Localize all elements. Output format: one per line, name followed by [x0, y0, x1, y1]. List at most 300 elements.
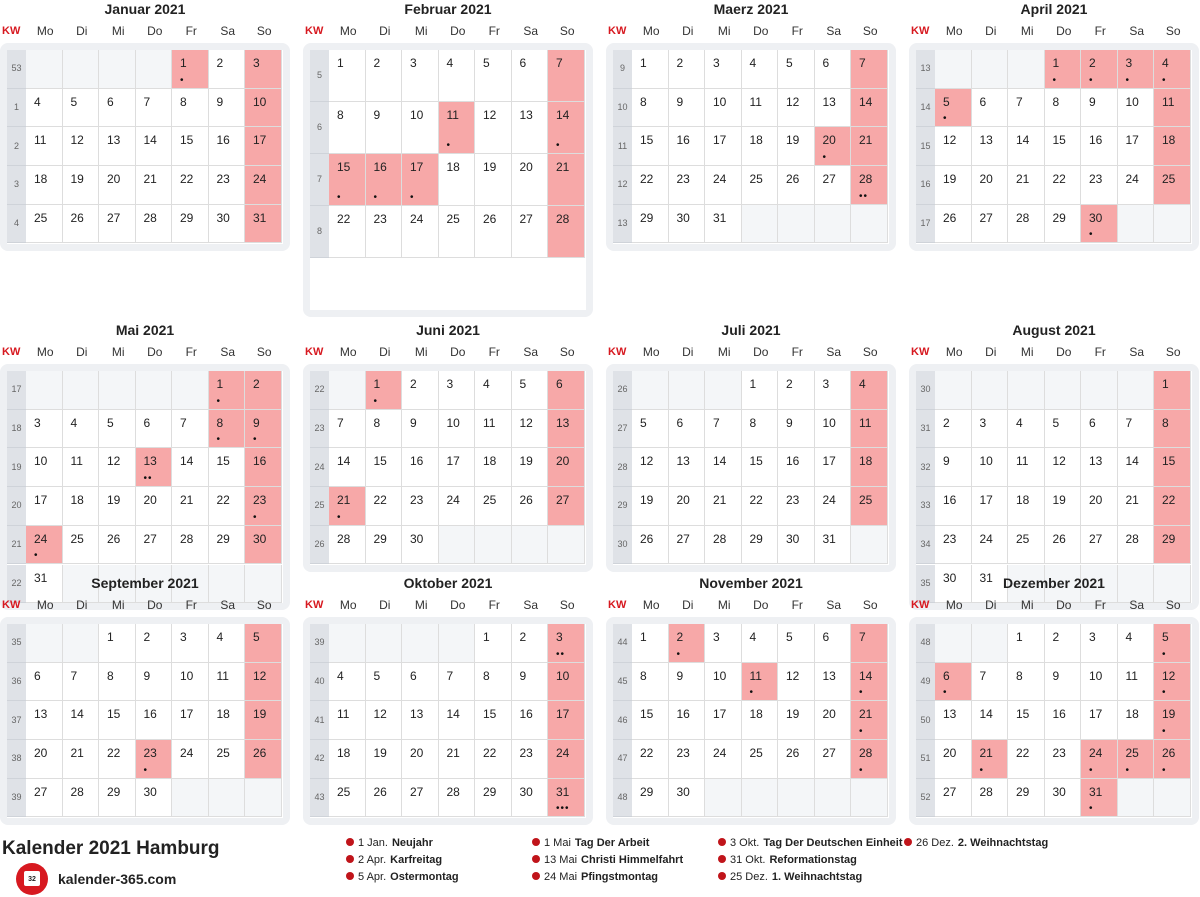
day-cell[interactable] — [632, 526, 669, 565]
day-cell[interactable] — [1008, 166, 1045, 205]
day-cell[interactable] — [669, 89, 706, 128]
day-cell[interactable] — [99, 410, 136, 449]
day-cell[interactable] — [99, 166, 136, 205]
day-cell[interactable] — [136, 127, 173, 166]
day-cell[interactable] — [366, 740, 403, 779]
day-cell[interactable] — [1154, 526, 1191, 565]
day-cell[interactable] — [1081, 89, 1118, 128]
day-cell[interactable] — [632, 410, 669, 449]
day-cell[interactable] — [366, 206, 403, 258]
day-cell[interactable] — [209, 740, 246, 779]
day-cell[interactable] — [512, 154, 549, 206]
day-cell[interactable] — [1081, 205, 1118, 244]
day-cell[interactable] — [26, 487, 63, 526]
day-cell[interactable] — [778, 50, 815, 89]
day-cell[interactable] — [136, 89, 173, 128]
day-cell[interactable] — [935, 448, 972, 487]
day-cell[interactable] — [1045, 205, 1082, 244]
day-cell[interactable] — [209, 487, 246, 526]
day-cell[interactable] — [1081, 701, 1118, 740]
day-cell[interactable] — [99, 487, 136, 526]
day-cell[interactable] — [705, 89, 742, 128]
day-cell[interactable] — [1045, 50, 1082, 89]
day-cell[interactable] — [632, 448, 669, 487]
day-cell[interactable] — [669, 624, 706, 663]
day-cell[interactable] — [99, 127, 136, 166]
day-cell[interactable] — [851, 740, 888, 779]
day-cell[interactable] — [209, 624, 246, 663]
day-cell[interactable] — [778, 487, 815, 526]
day-cell[interactable] — [245, 740, 282, 779]
day-cell[interactable] — [209, 205, 246, 244]
day-cell[interactable] — [632, 779, 669, 818]
day-cell[interactable] — [705, 487, 742, 526]
day-cell[interactable] — [366, 526, 403, 565]
day-cell[interactable] — [329, 448, 366, 487]
day-cell[interactable] — [1045, 487, 1082, 526]
day-cell[interactable] — [742, 127, 779, 166]
day-cell[interactable] — [172, 89, 209, 128]
day-cell[interactable] — [669, 410, 706, 449]
day-cell[interactable] — [1045, 779, 1082, 818]
day-cell[interactable] — [1118, 410, 1155, 449]
day-cell[interactable] — [548, 663, 585, 702]
day-cell[interactable] — [935, 779, 972, 818]
day-cell[interactable] — [1118, 624, 1155, 663]
day-cell[interactable] — [1118, 166, 1155, 205]
day-cell[interactable] — [742, 448, 779, 487]
day-cell[interactable] — [172, 740, 209, 779]
day-cell[interactable] — [26, 740, 63, 779]
day-cell[interactable] — [669, 663, 706, 702]
day-cell[interactable] — [1008, 89, 1045, 128]
day-cell[interactable] — [935, 526, 972, 565]
day-cell[interactable] — [1008, 779, 1045, 818]
day-cell[interactable] — [402, 663, 439, 702]
day-cell[interactable] — [972, 740, 1009, 779]
day-cell[interactable] — [548, 410, 585, 449]
day-cell[interactable] — [136, 410, 173, 449]
day-cell[interactable] — [475, 154, 512, 206]
day-cell[interactable] — [815, 89, 852, 128]
day-cell[interactable] — [26, 410, 63, 449]
day-cell[interactable] — [402, 50, 439, 102]
day-cell[interactable] — [136, 166, 173, 205]
day-cell[interactable] — [475, 410, 512, 449]
day-cell[interactable] — [705, 410, 742, 449]
day-cell[interactable] — [245, 701, 282, 740]
day-cell[interactable] — [99, 701, 136, 740]
day-cell[interactable] — [245, 526, 282, 565]
day-cell[interactable] — [172, 50, 209, 89]
day-cell[interactable] — [1081, 526, 1118, 565]
day-cell[interactable] — [366, 102, 403, 154]
day-cell[interactable] — [439, 410, 476, 449]
day-cell[interactable] — [136, 779, 173, 818]
day-cell[interactable] — [63, 740, 100, 779]
day-cell[interactable] — [512, 50, 549, 102]
day-cell[interactable] — [972, 127, 1009, 166]
day-cell[interactable] — [1045, 127, 1082, 166]
day-cell[interactable] — [1118, 127, 1155, 166]
day-cell[interactable] — [705, 50, 742, 89]
day-cell[interactable] — [99, 663, 136, 702]
day-cell[interactable] — [742, 487, 779, 526]
day-cell[interactable] — [548, 701, 585, 740]
day-cell[interactable] — [778, 663, 815, 702]
day-cell[interactable] — [475, 50, 512, 102]
day-cell[interactable] — [705, 624, 742, 663]
day-cell[interactable] — [1154, 410, 1191, 449]
day-cell[interactable] — [512, 624, 549, 663]
day-cell[interactable] — [63, 487, 100, 526]
day-cell[interactable] — [63, 127, 100, 166]
day-cell[interactable] — [439, 740, 476, 779]
day-cell[interactable] — [475, 624, 512, 663]
day-cell[interactable] — [26, 663, 63, 702]
day-cell[interactable] — [475, 663, 512, 702]
day-cell[interactable] — [851, 127, 888, 166]
day-cell[interactable] — [851, 663, 888, 702]
day-cell[interactable] — [99, 624, 136, 663]
day-cell[interactable] — [329, 663, 366, 702]
day-cell[interactable] — [972, 487, 1009, 526]
day-cell[interactable] — [815, 740, 852, 779]
day-cell[interactable] — [815, 487, 852, 526]
day-cell[interactable] — [209, 663, 246, 702]
day-cell[interactable] — [366, 487, 403, 526]
day-cell[interactable] — [366, 663, 403, 702]
day-cell[interactable] — [548, 206, 585, 258]
day-cell[interactable] — [548, 779, 585, 818]
day-cell[interactable] — [136, 448, 173, 487]
day-cell[interactable] — [851, 487, 888, 526]
day-cell[interactable] — [439, 50, 476, 102]
day-cell[interactable] — [245, 663, 282, 702]
day-cell[interactable] — [972, 166, 1009, 205]
day-cell[interactable] — [402, 779, 439, 818]
day-cell[interactable] — [1008, 624, 1045, 663]
day-cell[interactable] — [705, 166, 742, 205]
day-cell[interactable] — [512, 371, 549, 410]
day-cell[interactable] — [1118, 487, 1155, 526]
day-cell[interactable] — [402, 701, 439, 740]
day-cell[interactable] — [1154, 663, 1191, 702]
day-cell[interactable] — [1008, 448, 1045, 487]
day-cell[interactable] — [1008, 526, 1045, 565]
day-cell[interactable] — [1008, 127, 1045, 166]
day-cell[interactable] — [402, 410, 439, 449]
day-cell[interactable] — [742, 50, 779, 89]
day-cell[interactable] — [245, 448, 282, 487]
day-cell[interactable] — [402, 206, 439, 258]
day-cell[interactable] — [209, 166, 246, 205]
day-cell[interactable] — [972, 448, 1009, 487]
day-cell[interactable] — [548, 624, 585, 663]
day-cell[interactable] — [548, 371, 585, 410]
day-cell[interactable] — [245, 127, 282, 166]
day-cell[interactable] — [1154, 701, 1191, 740]
day-cell[interactable] — [1154, 624, 1191, 663]
day-cell[interactable] — [1081, 410, 1118, 449]
day-cell[interactable] — [851, 624, 888, 663]
day-cell[interactable] — [1045, 701, 1082, 740]
day-cell[interactable] — [669, 779, 706, 818]
day-cell[interactable] — [209, 448, 246, 487]
day-cell[interactable] — [329, 779, 366, 818]
day-cell[interactable] — [632, 205, 669, 244]
day-cell[interactable] — [742, 740, 779, 779]
day-cell[interactable] — [245, 50, 282, 89]
day-cell[interactable] — [136, 624, 173, 663]
day-cell[interactable] — [136, 487, 173, 526]
day-cell[interactable] — [632, 740, 669, 779]
day-cell[interactable] — [99, 89, 136, 128]
day-cell[interactable] — [778, 448, 815, 487]
day-cell[interactable] — [512, 663, 549, 702]
day-cell[interactable] — [1154, 127, 1191, 166]
day-cell[interactable] — [512, 740, 549, 779]
day-cell[interactable] — [402, 487, 439, 526]
day-cell[interactable] — [366, 154, 403, 206]
day-cell[interactable] — [669, 487, 706, 526]
day-cell[interactable] — [172, 701, 209, 740]
day-cell[interactable] — [1045, 89, 1082, 128]
day-cell[interactable] — [439, 779, 476, 818]
day-cell[interactable] — [402, 526, 439, 565]
day-cell[interactable] — [778, 624, 815, 663]
day-cell[interactable] — [245, 624, 282, 663]
day-cell[interactable] — [26, 205, 63, 244]
day-cell[interactable] — [815, 624, 852, 663]
day-cell[interactable] — [851, 50, 888, 89]
day-cell[interactable] — [512, 701, 549, 740]
day-cell[interactable] — [778, 371, 815, 410]
day-cell[interactable] — [63, 166, 100, 205]
day-cell[interactable] — [548, 487, 585, 526]
day-cell[interactable] — [1045, 624, 1082, 663]
day-cell[interactable] — [1081, 663, 1118, 702]
day-cell[interactable] — [1118, 701, 1155, 740]
day-cell[interactable] — [209, 50, 246, 89]
day-cell[interactable] — [742, 526, 779, 565]
day-cell[interactable] — [512, 102, 549, 154]
day-cell[interactable] — [99, 205, 136, 244]
day-cell[interactable] — [742, 624, 779, 663]
day-cell[interactable] — [475, 487, 512, 526]
day-cell[interactable] — [935, 166, 972, 205]
day-cell[interactable] — [439, 154, 476, 206]
day-cell[interactable] — [475, 206, 512, 258]
day-cell[interactable] — [1008, 663, 1045, 702]
day-cell[interactable] — [632, 127, 669, 166]
day-cell[interactable] — [548, 448, 585, 487]
day-cell[interactable] — [402, 740, 439, 779]
day-cell[interactable] — [402, 154, 439, 206]
day-cell[interactable] — [669, 701, 706, 740]
day-cell[interactable] — [26, 448, 63, 487]
day-cell[interactable] — [366, 410, 403, 449]
day-cell[interactable] — [475, 102, 512, 154]
day-cell[interactable] — [705, 448, 742, 487]
day-cell[interactable] — [632, 89, 669, 128]
day-cell[interactable] — [972, 89, 1009, 128]
day-cell[interactable] — [63, 701, 100, 740]
day-cell[interactable] — [245, 89, 282, 128]
day-cell[interactable] — [136, 526, 173, 565]
day-cell[interactable] — [366, 779, 403, 818]
day-cell[interactable] — [972, 526, 1009, 565]
day-cell[interactable] — [1045, 526, 1082, 565]
day-cell[interactable] — [1045, 448, 1082, 487]
day-cell[interactable] — [778, 410, 815, 449]
day-cell[interactable] — [439, 206, 476, 258]
day-cell[interactable] — [1045, 166, 1082, 205]
day-cell[interactable] — [136, 205, 173, 244]
day-cell[interactable] — [1118, 663, 1155, 702]
day-cell[interactable] — [475, 701, 512, 740]
day-cell[interactable] — [1045, 740, 1082, 779]
day-cell[interactable] — [972, 779, 1009, 818]
day-cell[interactable] — [632, 624, 669, 663]
day-cell[interactable] — [172, 127, 209, 166]
day-cell[interactable] — [1045, 663, 1082, 702]
day-cell[interactable] — [172, 410, 209, 449]
day-cell[interactable] — [778, 701, 815, 740]
day-cell[interactable] — [935, 663, 972, 702]
day-cell[interactable] — [475, 448, 512, 487]
day-cell[interactable] — [1008, 740, 1045, 779]
day-cell[interactable] — [1118, 50, 1155, 89]
day-cell[interactable] — [1154, 89, 1191, 128]
day-cell[interactable] — [632, 50, 669, 89]
day-cell[interactable] — [669, 526, 706, 565]
day-cell[interactable] — [742, 410, 779, 449]
day-cell[interactable] — [172, 487, 209, 526]
day-cell[interactable] — [1008, 410, 1045, 449]
day-cell[interactable] — [329, 102, 366, 154]
day-cell[interactable] — [439, 371, 476, 410]
day-cell[interactable] — [172, 166, 209, 205]
day-cell[interactable] — [475, 740, 512, 779]
day-cell[interactable] — [172, 526, 209, 565]
day-cell[interactable] — [851, 166, 888, 205]
day-cell[interactable] — [329, 740, 366, 779]
day-cell[interactable] — [329, 487, 366, 526]
day-cell[interactable] — [172, 205, 209, 244]
day-cell[interactable] — [1081, 50, 1118, 89]
day-cell[interactable] — [63, 89, 100, 128]
day-cell[interactable] — [63, 779, 100, 818]
day-cell[interactable] — [63, 448, 100, 487]
day-cell[interactable] — [512, 410, 549, 449]
day-cell[interactable] — [972, 663, 1009, 702]
day-cell[interactable] — [245, 166, 282, 205]
day-cell[interactable] — [1008, 487, 1045, 526]
day-cell[interactable] — [329, 701, 366, 740]
day-cell[interactable] — [851, 701, 888, 740]
day-cell[interactable] — [669, 166, 706, 205]
day-cell[interactable] — [935, 89, 972, 128]
day-cell[interactable] — [851, 371, 888, 410]
day-cell[interactable] — [815, 50, 852, 89]
day-cell[interactable] — [632, 487, 669, 526]
day-cell[interactable] — [1081, 779, 1118, 818]
day-cell[interactable] — [1118, 740, 1155, 779]
day-cell[interactable] — [815, 701, 852, 740]
day-cell[interactable] — [366, 701, 403, 740]
day-cell[interactable] — [1081, 487, 1118, 526]
day-cell[interactable] — [329, 526, 366, 565]
day-cell[interactable] — [402, 448, 439, 487]
day-cell[interactable] — [851, 89, 888, 128]
day-cell[interactable] — [99, 448, 136, 487]
day-cell[interactable] — [209, 526, 246, 565]
day-cell[interactable] — [815, 371, 852, 410]
day-cell[interactable] — [705, 663, 742, 702]
day-cell[interactable] — [209, 89, 246, 128]
day-cell[interactable] — [815, 410, 852, 449]
day-cell[interactable] — [1008, 701, 1045, 740]
day-cell[interactable] — [1008, 205, 1045, 244]
day-cell[interactable] — [1081, 740, 1118, 779]
day-cell[interactable] — [329, 410, 366, 449]
day-cell[interactable] — [245, 487, 282, 526]
day-cell[interactable] — [972, 410, 1009, 449]
day-cell[interactable] — [669, 740, 706, 779]
day-cell[interactable] — [851, 448, 888, 487]
day-cell[interactable] — [548, 102, 585, 154]
day-cell[interactable] — [669, 205, 706, 244]
day-cell[interactable] — [366, 448, 403, 487]
day-cell[interactable] — [99, 740, 136, 779]
day-cell[interactable] — [705, 701, 742, 740]
day-cell[interactable] — [742, 663, 779, 702]
day-cell[interactable] — [136, 701, 173, 740]
day-cell[interactable] — [99, 779, 136, 818]
day-cell[interactable] — [329, 50, 366, 102]
day-cell[interactable] — [935, 487, 972, 526]
day-cell[interactable] — [329, 154, 366, 206]
day-cell[interactable] — [209, 371, 246, 410]
day-cell[interactable] — [475, 779, 512, 818]
day-cell[interactable] — [245, 205, 282, 244]
day-cell[interactable] — [63, 663, 100, 702]
day-cell[interactable] — [705, 740, 742, 779]
day-cell[interactable] — [26, 127, 63, 166]
day-cell[interactable] — [548, 50, 585, 102]
day-cell[interactable] — [935, 410, 972, 449]
day-cell[interactable] — [548, 154, 585, 206]
day-cell[interactable] — [1081, 127, 1118, 166]
day-cell[interactable] — [669, 127, 706, 166]
day-cell[interactable] — [245, 410, 282, 449]
day-cell[interactable] — [632, 663, 669, 702]
day-cell[interactable] — [366, 371, 403, 410]
day-cell[interactable] — [1118, 526, 1155, 565]
day-cell[interactable] — [512, 206, 549, 258]
day-cell[interactable] — [778, 127, 815, 166]
day-cell[interactable] — [778, 740, 815, 779]
day-cell[interactable] — [1154, 448, 1191, 487]
day-cell[interactable] — [1045, 410, 1082, 449]
day-cell[interactable] — [439, 487, 476, 526]
day-cell[interactable] — [439, 663, 476, 702]
day-cell[interactable] — [63, 205, 100, 244]
day-cell[interactable] — [63, 526, 100, 565]
day-cell[interactable] — [632, 166, 669, 205]
day-cell[interactable] — [26, 779, 63, 818]
